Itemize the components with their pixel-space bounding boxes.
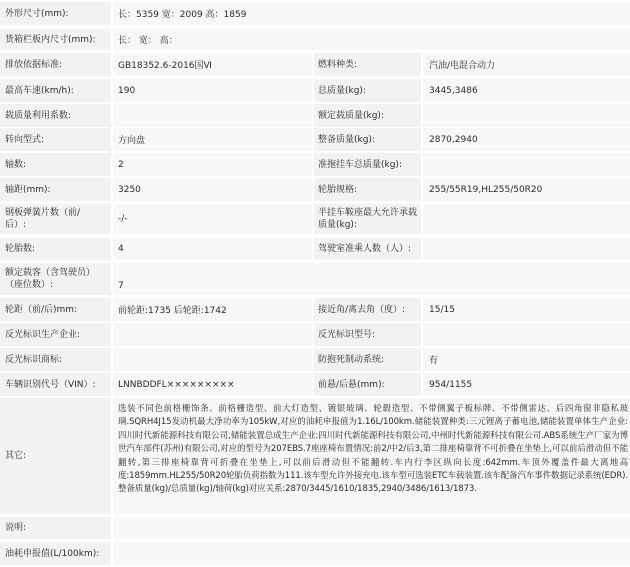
spec-value-right: 3445,3486 (423, 79, 630, 102)
spec-label: 轮胎数: (0, 238, 111, 260)
spec-value: LNNBDDFL××××××××× (113, 373, 312, 396)
spec-label: 说明: (0, 517, 111, 539)
spec-label-right: 轮胎规格: (314, 178, 421, 201)
spec-label: 最高车速(km/h): (0, 79, 111, 102)
spec-label-right: 防抱死制动系统: (314, 348, 421, 371)
spec-label: 其它: (0, 398, 111, 514)
spec-value: 前轮距:1735 后轮距:1742 (113, 298, 312, 321)
spec-value: 长： 宽： 高： (113, 29, 630, 50)
spec-value-right (423, 104, 630, 127)
spec-value (113, 323, 312, 346)
spec-label: 车辆识别代号（VIN）: (0, 373, 111, 396)
spec-value: 4 (113, 238, 312, 260)
spec-value: 方向盘 (113, 128, 312, 151)
spec-value-right: 有 (423, 348, 630, 371)
spec-value: 2 (113, 153, 312, 176)
spec-label: 转向型式: (0, 128, 111, 151)
spec-row-axles (0, 153, 630, 176)
spec-row-reflector-brand (0, 348, 630, 371)
spec-label: 反光标识商标: (0, 348, 111, 371)
spec-value: 190 (113, 79, 312, 102)
spec-row-vin (0, 373, 630, 396)
spec-label: 轴数: (0, 153, 111, 176)
spec-label: 额定载客（含驾驶员）（座位数）: (0, 263, 111, 295)
spec-value (113, 348, 312, 371)
spec-row-fuel-report (0, 542, 630, 565)
spec-row-other (0, 398, 630, 514)
spec-value (113, 517, 630, 539)
spec-value-right: 汽油/电混合动力 (423, 53, 630, 76)
spec-value: -/- (113, 204, 312, 234)
spec-label-right: 总质量(kg): (314, 79, 421, 102)
spec-label-right: 准拖挂车总质量(kg): (314, 153, 421, 176)
spec-label: 反光标识生产企业: (0, 323, 111, 346)
spec-row-reflector-maker (0, 323, 630, 346)
spec-value (113, 542, 630, 565)
spec-value-right (423, 323, 630, 346)
spec-value (113, 104, 312, 127)
spec-row-steering (0, 128, 630, 151)
spec-label-right: 额定载质量(kg): (314, 104, 421, 127)
spec-value-right: 15/15 (423, 298, 630, 321)
spec-label-right: 接近角/离去角（度）: (314, 298, 421, 321)
spec-row-wheels (0, 238, 630, 260)
spec-label: 油耗申报值(L/100km): (0, 542, 111, 565)
spec-row-speed (0, 79, 630, 102)
spec-value: GB18352.6-2016国Ⅵ (113, 53, 312, 76)
spec-label-right: 燃料种类: (314, 53, 421, 76)
spec-value-right (423, 238, 630, 260)
spec-row-remarks (0, 517, 630, 539)
spec-value-right: 954/1155 (423, 373, 630, 396)
spec-row-dimensions (0, 2, 630, 25)
spec-value: 长：5359 宽：2009 高：1859 (113, 2, 630, 25)
spec-value-paragraph: 选装不同色前格栅饰条、前格栅造型、前大灯造型、镀银玻璃、轮毂造型、不带侧翼子板标牌、不带侧雷达、后四角窗非隐私玻璃.SQRH4J15发动机最大净功率为105kW,对应的油耗申报值为1.16L/100km.储能装置种类:三元锂离子蓄电池,储能装置单体生产企业:四川时代新能源科技有限公司,储能装置总成生产企业:四川时代新能源科技有限公司,中州时代新能源科技有限公司.ABS系统生产厂家为博世汽车部件(苏州)有限公司,对应的型号为207EBS.7座座椅布置情况:前2/中2/后3,第二排座椅靠背不可折叠在坐垫上,可以前后滑动但不能翻转,第三排座椅靠背可折叠在坐垫上,可以前后滑动但不能翻转.车内行李区纵向长度:642mm.车顶外覆盖件最大离地高度:1859mm.HL255/50R20轮胎负荷指数为111.该车型允许外接充电.该车型可选装ETC车载装置.该车配备汽车事件数据记录系统(EDR).整备质量(kg)/总质量(kg)/轴荷(kg)对应关系:2870/3445/1610/1835,2940/3486/1613/1873. (113, 398, 630, 514)
spec-value-right (423, 204, 630, 234)
spec-row-emission (0, 53, 630, 76)
spec-label-right: 反光标识型号: (314, 323, 421, 346)
spec-label: 轴距(mm): (0, 178, 111, 201)
spec-value: 3250 (113, 178, 312, 201)
spec-label-right: 整备质量(kg): (314, 128, 421, 151)
spec-row-load-factor (0, 104, 630, 127)
spec-row-cargo-box (0, 29, 630, 50)
spec-label: 载质量利用系数: (0, 104, 111, 127)
spec-label-right: 前悬/后悬(mm): (314, 373, 421, 396)
spec-label: 外形尺寸(mm): (0, 2, 111, 25)
spec-label: 轮距（前/后)mm: (0, 298, 111, 321)
spec-label-right: 驾驶室准乘人数（人）: (314, 238, 421, 260)
spec-value-right (423, 153, 630, 176)
spec-value-right: 255/55R19,HL255/50R20 (423, 178, 630, 201)
spec-row-springs (0, 204, 630, 234)
spec-row-wheelbase (0, 178, 630, 201)
spec-row-track (0, 298, 630, 321)
spec-value-right: 2870,2940 (423, 128, 630, 151)
spec-value: 7 (113, 263, 630, 295)
spec-row-seats (0, 263, 630, 295)
spec-label-right: 半挂车鞍座最大允许承载质量(kg): (314, 204, 421, 234)
spec-label: 钢板弹簧片数（前/后）: (0, 204, 111, 234)
spec-label: 排放依据标准: (0, 53, 111, 76)
spec-label: 货箱栏板内尺寸(mm): (0, 29, 111, 50)
